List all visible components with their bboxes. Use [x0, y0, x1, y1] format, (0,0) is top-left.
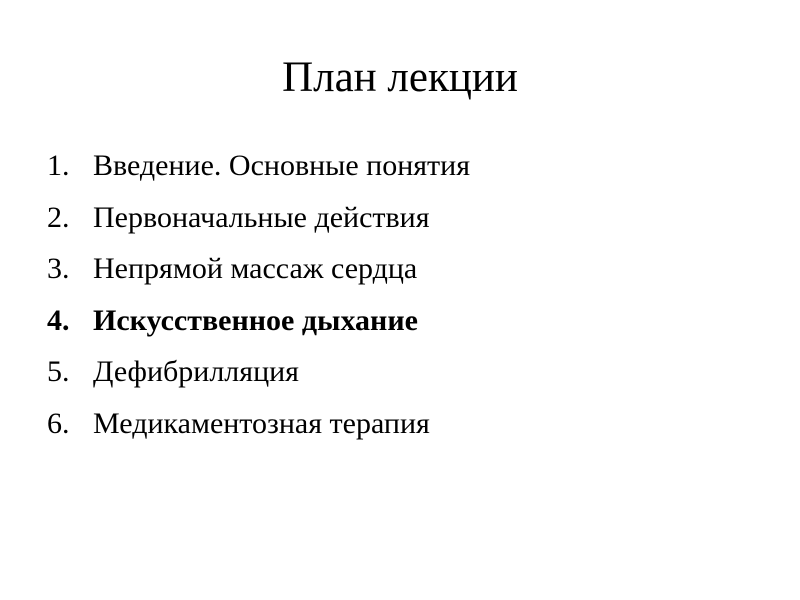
- outline-item-3: [47, 246, 470, 298]
- outline-item-label: Введение. Основные понятия: [93, 149, 471, 182]
- outline-item-number: 2.: [47, 200, 70, 234]
- outline-item-1: [47, 143, 470, 195]
- outline-item-number: 4.: [47, 303, 70, 337]
- outline-item-number: 5.: [47, 355, 70, 388]
- outline-item-label: Дефибрилляция: [93, 355, 299, 388]
- outline-item-number: 3.: [47, 252, 70, 285]
- outline-item-label: Медикаментозная терапия: [93, 406, 430, 440]
- outline-item-label: Искусственное дыхание: [93, 303, 418, 337]
- outline-item-number: 1.: [47, 149, 70, 182]
- outline-item-label: Первоначальные действия: [93, 200, 430, 234]
- outline-item-2: [47, 195, 470, 247]
- outline-item-4: [47, 298, 470, 350]
- outline-item-5: [47, 349, 470, 401]
- outline-item-6: [47, 401, 470, 453]
- outline-item-number: 6.: [47, 406, 70, 440]
- outline-item-label: Непрямой массаж сердца: [93, 252, 418, 285]
- slide-title: План лекции: [282, 54, 518, 101]
- outline-list: [47, 143, 470, 452]
